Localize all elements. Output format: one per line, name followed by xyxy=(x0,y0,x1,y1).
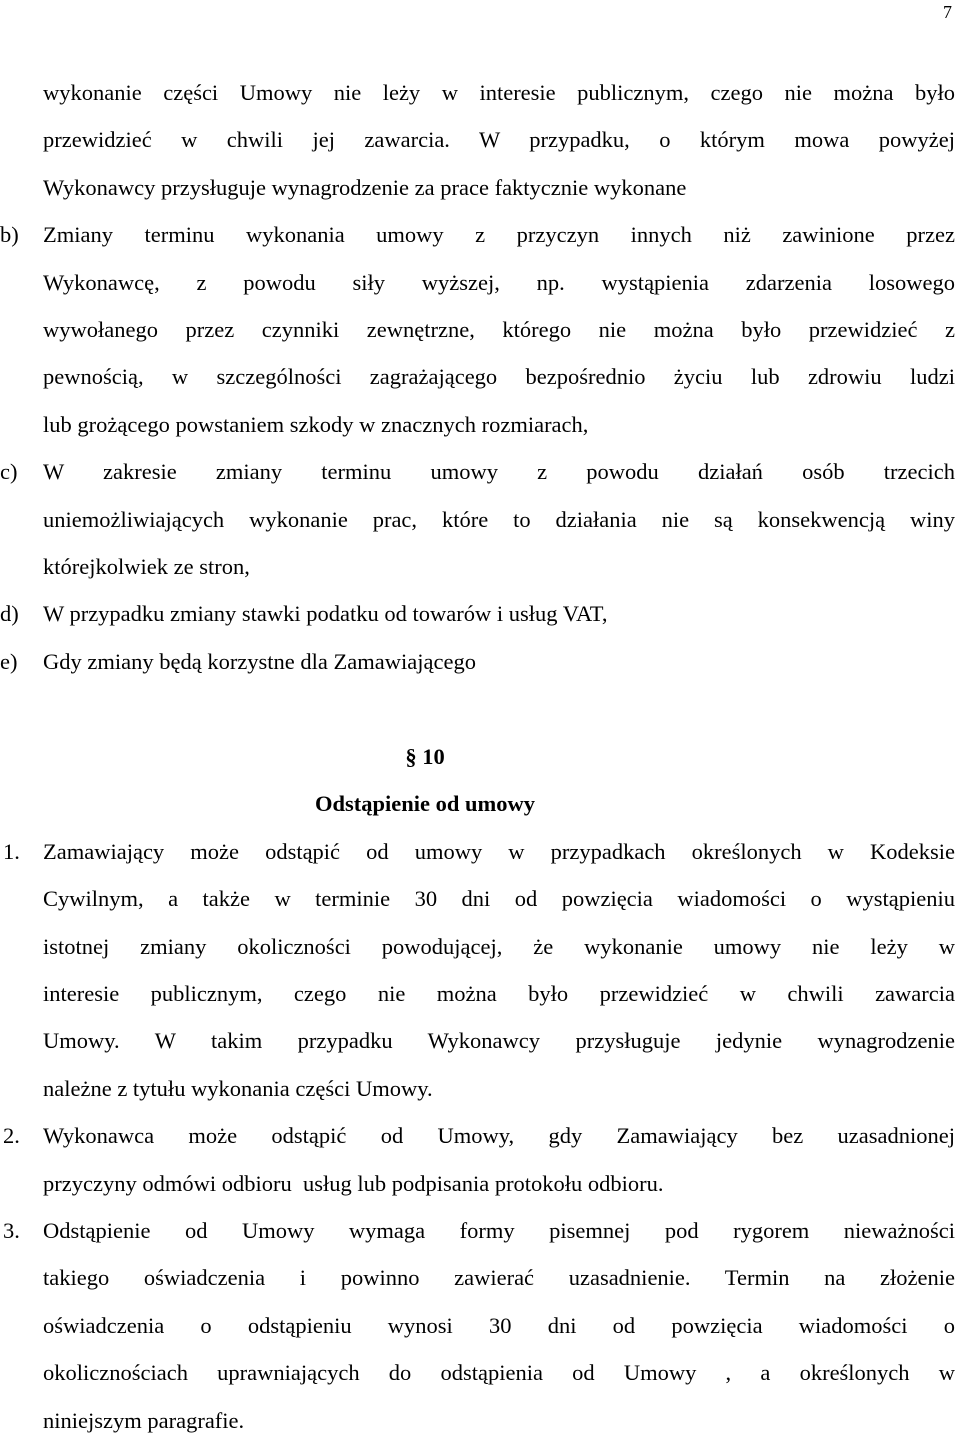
list-item-label: d) xyxy=(0,601,19,627)
line-text: Wykonawca może odstąpić od Umowy, gdy Zamawiający bez uzasadnionej xyxy=(43,1123,955,1149)
list-item-e xyxy=(0,638,960,685)
text-line: interesie publicznym, czego nie można było przewidzieć w chwili zawarcia xyxy=(43,981,955,1007)
text-line: Umowy. W takim przypadku Wykonawcy przysługuje jedynie wynagrodzenie xyxy=(43,1028,955,1054)
section-number: § 10 xyxy=(405,744,445,770)
section-title: Odstąpienie od umowy xyxy=(314,791,536,817)
list-item-label: b) xyxy=(0,222,19,248)
text-line xyxy=(0,828,955,875)
line-text: W zakresie zmiany terminu umowy z powodu działań osób trzecich xyxy=(43,459,955,485)
text-line: Wykonawcy przysługuje wynagrodzenie za prace faktycznie wykonane xyxy=(43,174,687,200)
spacer xyxy=(0,685,960,733)
numbered-paragraph-2 xyxy=(0,1112,960,1207)
text-line: lub grożącego powstaniem szkody w znacznych rozmiarach, xyxy=(43,411,589,437)
text-line xyxy=(0,1207,955,1254)
text-line: przyczyny odmówi odbioru usług lub podpisania protokołu odbioru. xyxy=(43,1170,664,1196)
line-text: Zmiany terminu wykonania umowy z przyczyn innych niż zawinione przez xyxy=(43,222,955,248)
text-line: należne z tytułu wykonania części Umowy. xyxy=(43,1075,433,1101)
text-line: uniemożliwiających wykonanie prac, które to działania nie są konsekwencją winy xyxy=(43,506,955,532)
list-item-label: c) xyxy=(0,459,18,485)
document-body xyxy=(0,69,960,1444)
text-line: istotnej zmiany okoliczności powodującej, że wykonanie umowy nie leży w xyxy=(43,933,955,959)
line-text: W przypadku zmiany stawki podatku od towarów i usług VAT, xyxy=(43,601,608,627)
line-text: Gdy zmiany będą korzystne dla Zamawiającego xyxy=(43,648,476,674)
text-line: którejkolwiek ze stron, xyxy=(43,553,250,579)
text-line: pewnością, w szczególności zagrażającego bezpośrednio życiu lub zdrowiu ludzi xyxy=(43,364,955,390)
text-line xyxy=(0,1112,955,1159)
text-line: okolicznościach uprawniających do odstąpienia od Umowy , a określonych w xyxy=(43,1360,955,1386)
text-line xyxy=(0,590,955,637)
text-line: oświadczenia o odstąpieniu wynosi 30 dni od powzięcia wiadomości o xyxy=(43,1312,955,1338)
page-number: 7 xyxy=(943,2,952,22)
list-item-d xyxy=(0,590,960,637)
text-line: takiego oświadczenia i powinno zawierać uzasadnienie. Termin na złożenie xyxy=(43,1265,955,1291)
line-text: Zamawiający może odstąpić od umowy w przypadkach określonych w Kodeksie xyxy=(43,838,955,864)
list-item-b xyxy=(0,211,960,448)
text-line: Cywilnym, a także w terminie 30 dni od powzięcia wiadomości o wystąpieniu xyxy=(43,886,955,912)
text-line: niniejszym paragrafie. xyxy=(43,1407,245,1433)
line-text: Odstąpienie od Umowy wymaga formy pisemnej pod rygorem nieważności xyxy=(43,1217,955,1243)
text-line: przewidzieć w chwili jej zawarcia. W przypadku, o którym mowa powyżej xyxy=(43,127,955,153)
text-line: wywołanego przez czynniki zewnętrzne, którego nie można było przewidzieć z xyxy=(43,316,955,342)
numbered-paragraph-1 xyxy=(0,828,960,1112)
paragraph-number: 1. xyxy=(3,838,20,864)
list-item-label: e) xyxy=(0,648,18,674)
list-item-c xyxy=(0,448,960,590)
text-line xyxy=(0,638,955,685)
numbered-paragraph-3 xyxy=(0,1207,960,1444)
text-line: wykonanie części Umowy nie leży w interesie publicznym, czego nie można było xyxy=(43,80,955,105)
intro-paragraph xyxy=(0,69,960,211)
paragraph-number: 3. xyxy=(3,1217,20,1243)
text-line xyxy=(0,448,955,495)
text-line xyxy=(0,211,955,258)
text-line: Wykonawcę, z powodu siły wyższej, np. wystąpienia zdarzenia losowego xyxy=(43,269,955,295)
paragraph-number: 2. xyxy=(3,1123,20,1149)
